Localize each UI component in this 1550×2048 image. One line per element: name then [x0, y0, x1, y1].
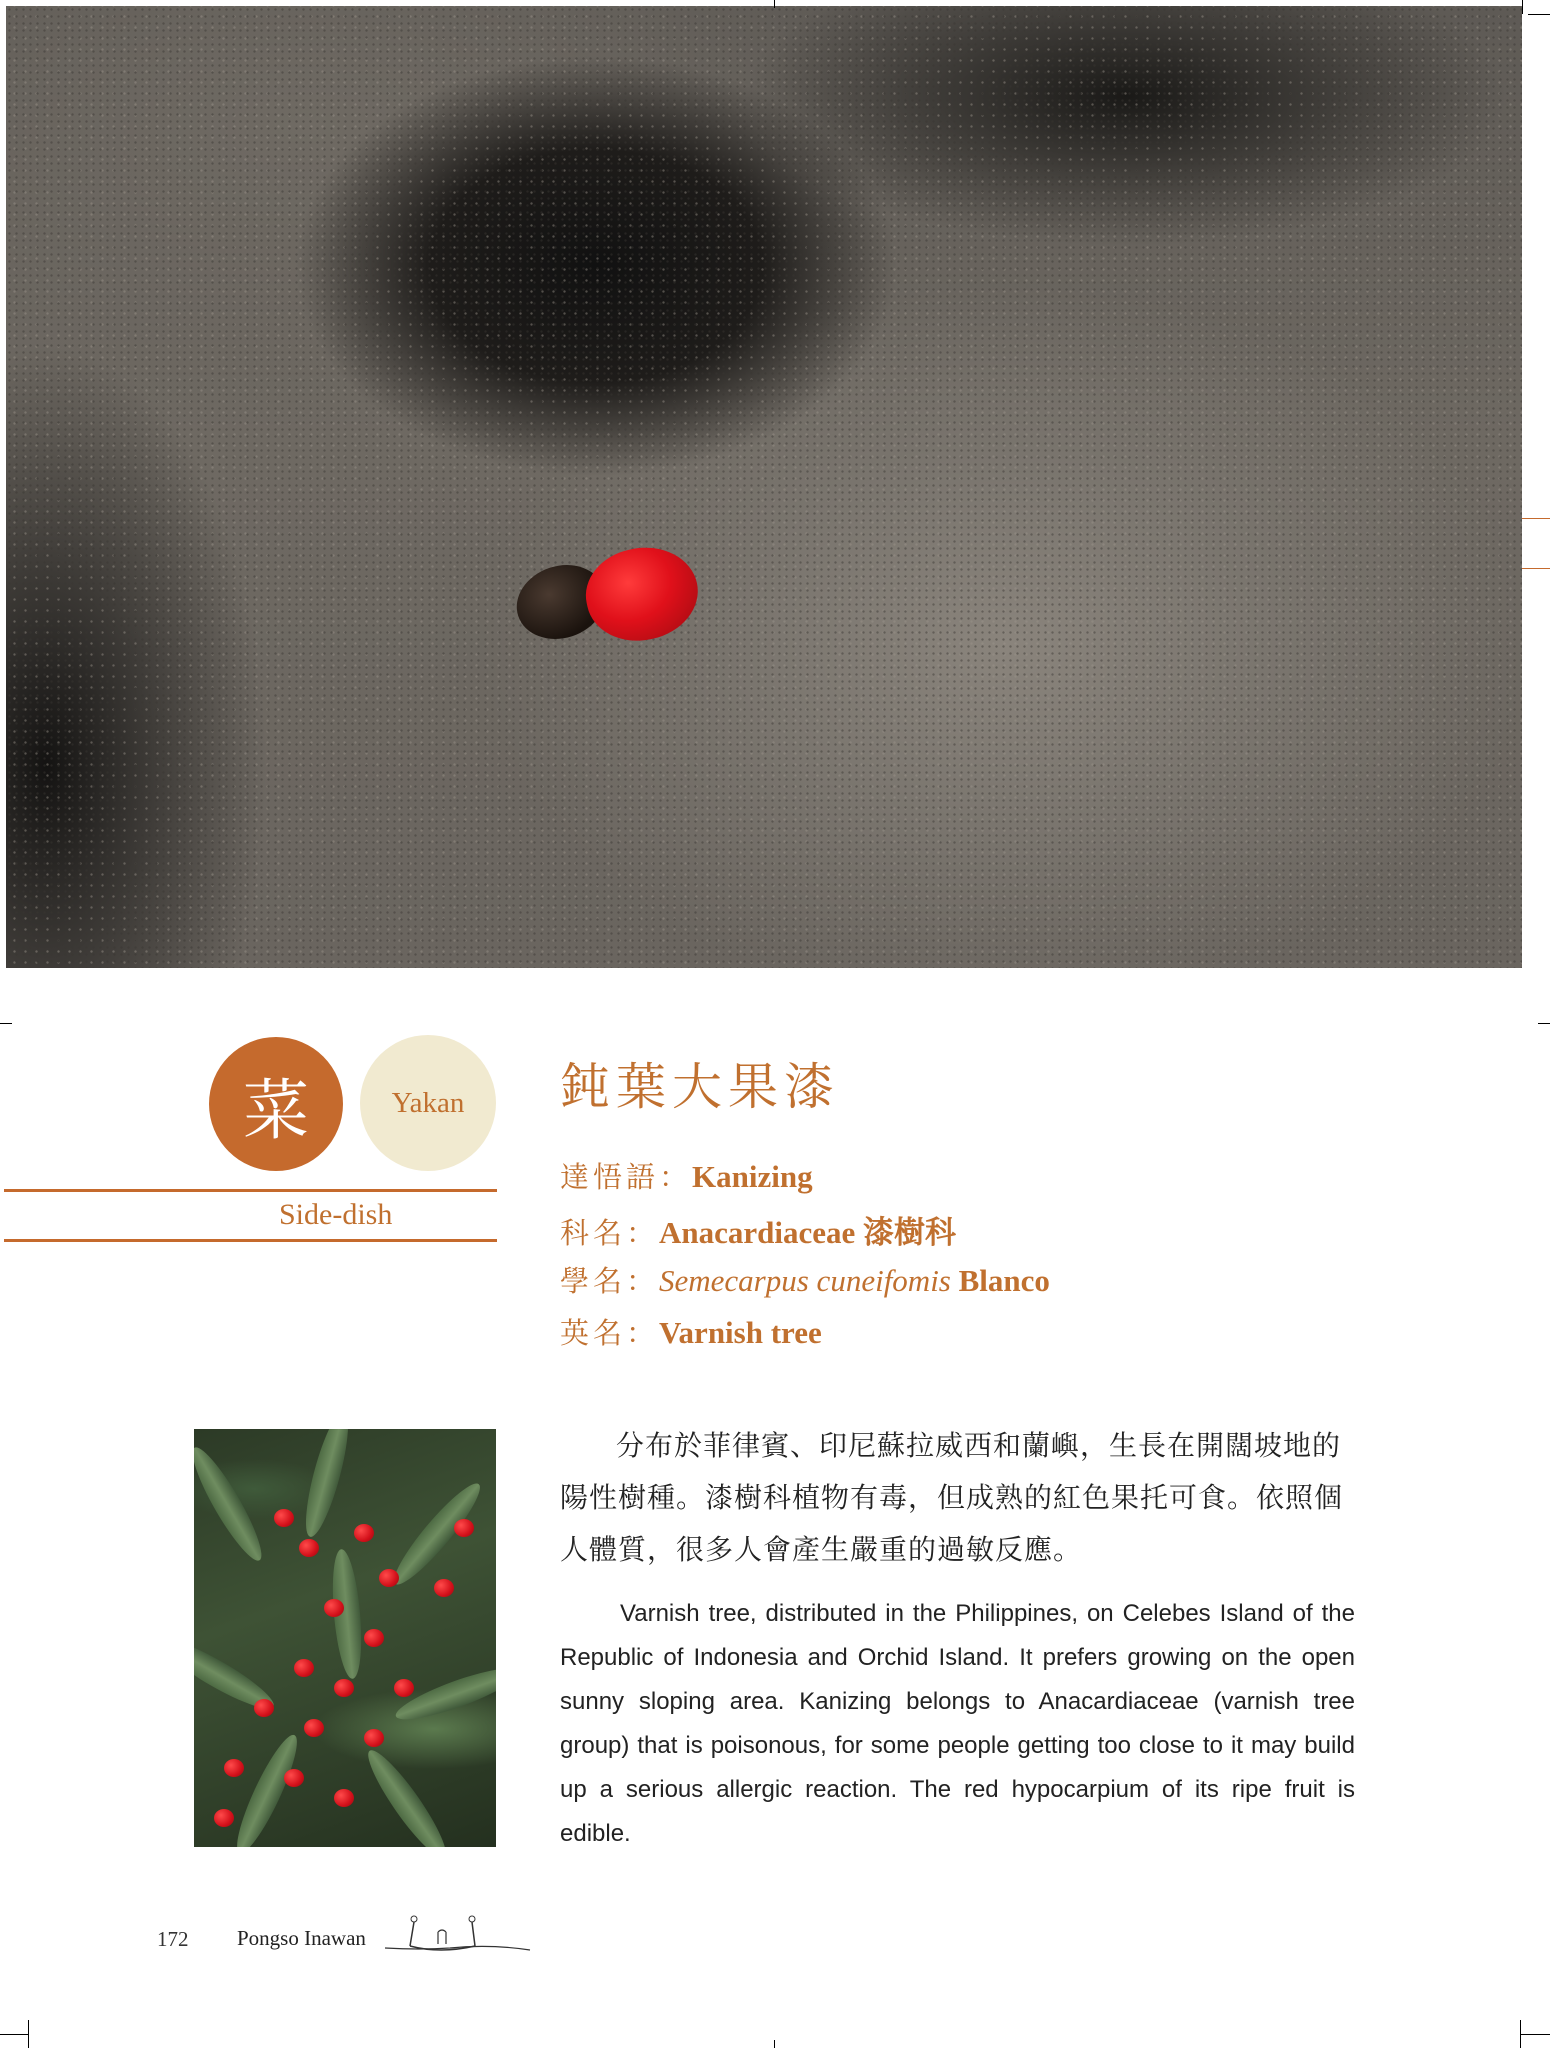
page-title: 鈍葉大果漆 — [560, 1058, 840, 1116]
crop-mark — [28, 2020, 29, 2048]
crop-mark — [0, 1023, 12, 1024]
yakan-circle: Yakan — [360, 1035, 496, 1171]
crop-mark — [1522, 518, 1550, 519]
hero-photo — [6, 6, 1522, 968]
info-english-name — [560, 1311, 822, 1352]
crop-mark — [1522, 0, 1523, 14]
description-en: Varnish tree, distributed in the Philippines, on Celebes Island of the Republic of Indonesia and Orchid Island. It prefers growing on the open sunny sloping area. Kanizing belongs to Anacardiaceae (varnish tree group) that is poisonous, for some people getting too close to it may build up a serious allergic reaction. The red hypocarpium of its ripe fruit is edible. — [560, 1600, 1355, 1847]
boat-sketch-icon — [380, 1908, 540, 1958]
crop-mark — [774, 2040, 775, 2048]
crop-mark — [1520, 2020, 1521, 2048]
crop-mark — [1538, 1023, 1550, 1024]
info-scientific-name — [560, 1259, 1050, 1300]
crop-mark — [0, 2034, 28, 2035]
page-number: 172 — [157, 1927, 189, 1951]
plant-photo — [194, 1429, 496, 1847]
category-label: Side-dish — [279, 1198, 393, 1231]
info-label: 達悟語： — [560, 1160, 693, 1194]
info-value: Blanco — [958, 1263, 1050, 1298]
fruit-hypocarpium — [578, 537, 707, 650]
info-label: 學名： — [560, 1264, 660, 1298]
info-dawu-name — [560, 1155, 813, 1196]
crop-mark — [774, 0, 775, 8]
info-value: Varnish tree — [659, 1315, 822, 1350]
info-label: 科名： — [560, 1216, 660, 1250]
divider-bottom — [4, 1239, 497, 1242]
info-family — [560, 1207, 956, 1252]
info-value: Anacardiaceae 漆樹科 — [659, 1215, 957, 1250]
crop-mark — [1522, 568, 1550, 569]
book-title: Pongso Inawan — [237, 1926, 366, 1950]
description-zh: 分布於菲律賓、印尼蘇拉威西和蘭嶼，生長在開闊坡地的陽性樹種。漆樹科植物有毒，但成熟的紅色果托可食。依照個人體質，很多人會產生嚴重的過敏反應。 — [560, 1429, 1344, 1566]
category-glyph-circle: 菜 — [209, 1037, 343, 1171]
info-value: Kanizing — [692, 1159, 813, 1194]
info-value-italic: Semecarpus cuneifomis — [659, 1263, 951, 1298]
info-label: 英名： — [560, 1316, 660, 1350]
crop-mark — [1520, 2034, 1550, 2035]
crop-mark — [1528, 14, 1550, 15]
divider-top — [4, 1189, 497, 1192]
